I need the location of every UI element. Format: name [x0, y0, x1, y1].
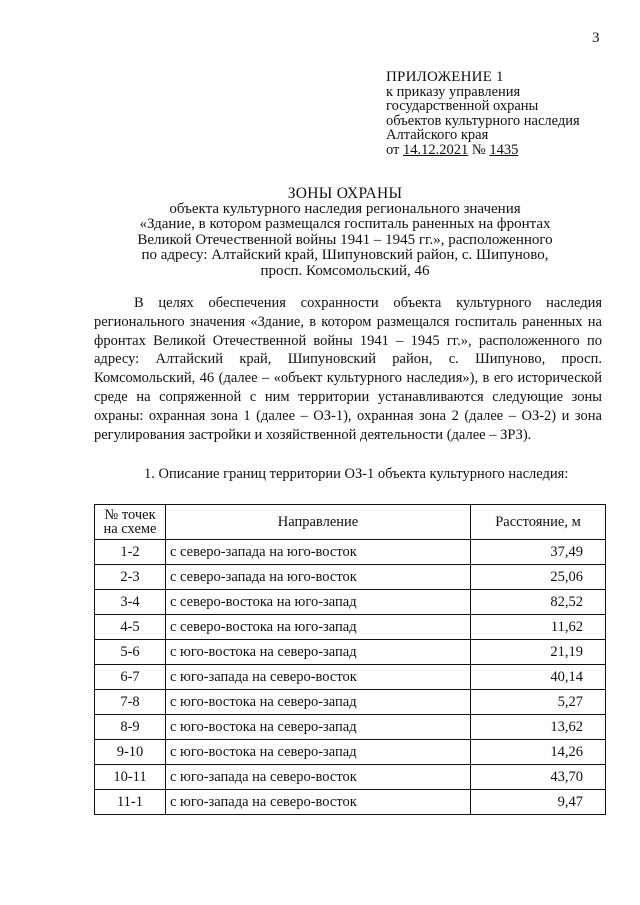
cell-direction: с юго-востока на северо-запад: [166, 640, 471, 665]
appendix-line: к приказу управления: [386, 83, 521, 100]
table-row: [95, 640, 606, 665]
table-row: [95, 765, 606, 790]
intro-paragraph: В целях обеспечения сохранности объекта культурного наследия регионального значения «Здание, в котором размещался госпиталь раненных на фронтах Великой Отечественной войны 1941 – 1945 гг.», расположенного по адресу: Алтайский край, Шипуновский район, с. Шипуново, просп. Комсомольский, 46 (далее – «объект культурного наследия»), в его исторической среде на сопряженной с ним территории устанавливаются следующие зоны охраны: охранная зона 1 (далее – ОЗ-1), охранная зона 2 (далее – ОЗ-2) и зона регулирования застройки и хозяйственной деятельности (далее – ЗРЗ).: [94, 295, 602, 443]
appendix-block: [386, 70, 580, 157]
cell-distance: 9,47: [471, 790, 606, 815]
heading-line: «Здание, в котором размещался госпиталь раненных на фронтах: [139, 216, 551, 232]
cell-direction: с юго-востока на северо-запад: [166, 740, 471, 765]
number-prefix: №: [471, 141, 486, 158]
heading-line: объекта культурного наследия регионального значения: [169, 200, 521, 217]
table-row: [95, 740, 606, 765]
cell-distance: 21,19: [471, 640, 606, 665]
cell-points: 10-11: [95, 765, 166, 790]
table-row: [95, 590, 606, 615]
cell-distance: 11,62: [471, 615, 606, 640]
cell-distance: 13,62: [471, 715, 606, 740]
appendix-line: объектов культурного наследия: [386, 112, 580, 129]
cell-direction: с юго-запада на северо-восток: [166, 765, 471, 790]
cell-distance: 5,27: [471, 690, 606, 715]
cell-points: 5-6: [95, 640, 166, 665]
heading-line: просп. Комсомольский, 46: [260, 262, 430, 279]
cell-direction: с юго-запада на северо-восток: [166, 790, 471, 815]
order-date: 14.12.2021: [403, 141, 469, 158]
heading-line: Великой Отечественной войны 1941 – 1945 гг.», расположенного: [137, 231, 553, 248]
cell-distance: 43,70: [471, 765, 606, 790]
table-row: [95, 715, 606, 740]
cell-direction: с юго-запада на северо-восток: [166, 665, 471, 690]
appendix-line: государственной охраны: [386, 98, 539, 114]
cell-points: 4-5: [95, 615, 166, 640]
table-header-row: [95, 505, 606, 540]
cell-points: 7-8: [95, 690, 166, 715]
order-number: 1435: [489, 141, 519, 158]
cell-distance: 82,52: [471, 590, 606, 615]
header-direction: Направление: [166, 505, 471, 540]
table-row: [95, 540, 606, 565]
table-row: [95, 665, 606, 690]
header-points-line1: № точек: [104, 507, 156, 523]
cell-direction: с юго-востока на северо-запад: [166, 690, 471, 715]
cell-distance: 37,49: [471, 540, 606, 565]
cell-points: 6-7: [95, 665, 166, 690]
page-number: 3: [592, 30, 600, 46]
appendix-date-line: [386, 143, 580, 158]
heading-line: по адресу: Алтайский край, Шипуновский район, с. Шипуново,: [141, 247, 549, 263]
cell-distance: 14,26: [471, 740, 606, 765]
cell-points: 3-4: [95, 590, 166, 615]
cell-points: 2-3: [95, 565, 166, 590]
document-title: ЗОНЫ ОХРАНЫ: [287, 185, 403, 202]
date-prefix: от: [386, 141, 400, 158]
cell-direction: с юго-востока на северо-запад: [166, 715, 471, 740]
intro-section: [94, 294, 602, 444]
table-row: [95, 615, 606, 640]
table-row: [95, 790, 606, 815]
header-points-line2: на схеме: [103, 521, 157, 537]
table-row: [95, 690, 606, 715]
appendix-title: ПРИЛОЖЕНИЕ 1: [386, 69, 504, 85]
table-row: [95, 565, 606, 590]
document-heading: [100, 186, 590, 279]
boundary-table: [94, 504, 606, 815]
cell-points: 1-2: [95, 540, 166, 565]
appendix-line: Алтайского края: [386, 127, 489, 143]
cell-distance: 40,14: [471, 665, 606, 690]
cell-direction: с северо-востока на юго-запад: [166, 590, 471, 615]
cell-points: 9-10: [95, 740, 166, 765]
cell-points: 8-9: [95, 715, 166, 740]
cell-direction: с северо-запада на юго-восток: [166, 565, 471, 590]
cell-direction: с северо-востока на юго-запад: [166, 615, 471, 640]
header-points: [95, 505, 166, 540]
cell-points: 11-1: [95, 790, 166, 815]
cell-direction: с северо-запада на юго-восток: [166, 540, 471, 565]
section-title: 1. Описание границ территории ОЗ-1 объекта культурного наследия:: [144, 466, 569, 482]
header-distance: Расстояние, м: [471, 505, 606, 540]
cell-distance: 25,06: [471, 565, 606, 590]
